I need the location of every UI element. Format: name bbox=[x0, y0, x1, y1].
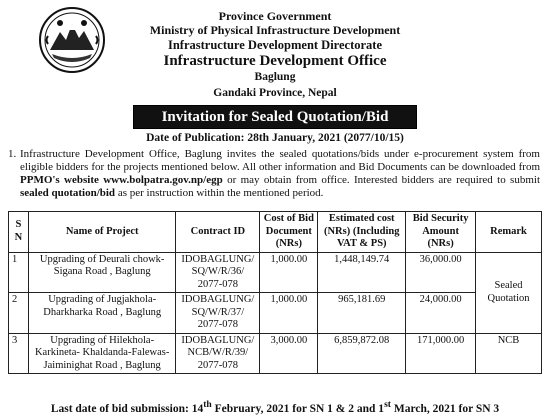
header-location: Baglung bbox=[254, 71, 296, 83]
paragraph-number: 1. bbox=[8, 148, 17, 160]
table-row bbox=[9, 293, 542, 334]
submission-requirement: sealed quotation/bid bbox=[20, 187, 116, 199]
col-header-remark: Remark bbox=[476, 212, 542, 253]
col-header-estimate: Estimated cost (NRs) (Including VAT & PS) bbox=[318, 212, 406, 253]
col-header-cost: Cost of Bid Document (NRs) bbox=[260, 212, 318, 253]
cell-contract: IDOBAGLUNG/ SQ/W/R/37/ 2077-078 bbox=[176, 293, 260, 334]
table-header-row bbox=[9, 212, 542, 253]
table-row bbox=[9, 333, 542, 374]
cell-estimate: 1,448,149.74 bbox=[318, 252, 406, 293]
deadline-text: March, 2021 for SN 3 bbox=[390, 402, 500, 415]
cell-sn: 3 bbox=[9, 333, 29, 374]
cell-security: 36,000.00 bbox=[406, 252, 476, 293]
submission-deadline bbox=[0, 399, 550, 415]
publication-date: Date of Publication: 28th January, 2021 (2077/10/15) bbox=[146, 132, 404, 144]
bid-table bbox=[8, 211, 542, 374]
header-directorate: Infrastructure Development Directorate bbox=[167, 38, 383, 52]
cell-project: Upgrading of Hilekhola-Karkineta- Khaldanda-Falewas-Jaiminighat Road , Baglung bbox=[28, 333, 175, 374]
header-province-name: Gandaki Province, Nepal bbox=[213, 87, 337, 99]
notice-text-part: Infrastructure Development Office, Baglung invites the sealed quotations/bids under e-procurement system from eligible bidders for the projects mentioned below. All other information and Bid Documents can be downloaded from bbox=[20, 148, 540, 173]
cell-cost: 3,000.00 bbox=[260, 333, 318, 374]
deadline-text: February, 2021 for SN 1 & 2 and 1 bbox=[211, 402, 385, 415]
cell-contract: IDOBAGLUNG/ SQ/W/R/36/ 2077-078 bbox=[176, 252, 260, 293]
website-reference: PPMO's website www.bolpatra.gov.np/egp bbox=[20, 174, 223, 186]
cell-security: 171,000.00 bbox=[406, 333, 476, 374]
notice-text-part: or may obtain from office. Interested bidders are required to submit bbox=[222, 174, 540, 186]
cell-estimate: 6,859,872.08 bbox=[318, 333, 406, 374]
cell-remark: NCB bbox=[476, 333, 542, 374]
col-header-security: Bid Security Amount (NRs) bbox=[406, 212, 476, 253]
col-header-contract: Contract ID bbox=[176, 212, 260, 253]
deadline-text: Last date of bid submission: 14 bbox=[50, 402, 204, 415]
header-ministry: Ministry of Physical Infrastructure Development bbox=[149, 23, 401, 37]
cell-cost: 1,000.00 bbox=[260, 252, 318, 293]
invitation-banner: Invitation for Sealed Quotation/Bid bbox=[133, 105, 417, 129]
cell-cost: 1,000.00 bbox=[260, 293, 318, 334]
notice-text-part: as per instruction within the mentioned period. bbox=[115, 187, 324, 199]
cell-contract: IDOBAGLUNG/ NCB/W/R/39/ 2077-078 bbox=[176, 333, 260, 374]
col-header-sn: S N bbox=[9, 212, 29, 253]
notice-paragraph bbox=[8, 148, 540, 200]
ordinal-suffix: st bbox=[384, 399, 391, 410]
cell-sn: 2 bbox=[9, 293, 29, 334]
cell-sn: 1 bbox=[9, 252, 29, 293]
paragraph-text bbox=[8, 148, 540, 200]
cell-security: 24,000.00 bbox=[406, 293, 476, 334]
cell-project: Upgrading of Jugjakhola- Dharkharka Road , Baglung bbox=[28, 293, 175, 334]
header-office: Infrastructure Development Office bbox=[163, 53, 387, 69]
ordinal-suffix: th bbox=[203, 399, 212, 410]
cell-remark-sealed: Sealed Quotation bbox=[476, 252, 542, 333]
col-header-project: Name of Project bbox=[28, 212, 175, 253]
header-province: Province Government bbox=[218, 9, 332, 23]
table-row bbox=[9, 252, 542, 293]
cell-estimate: 965,181.69 bbox=[318, 293, 406, 334]
cell-project: Upgrading of Deurali chowk- Sigana Road , Baglung bbox=[28, 252, 175, 293]
